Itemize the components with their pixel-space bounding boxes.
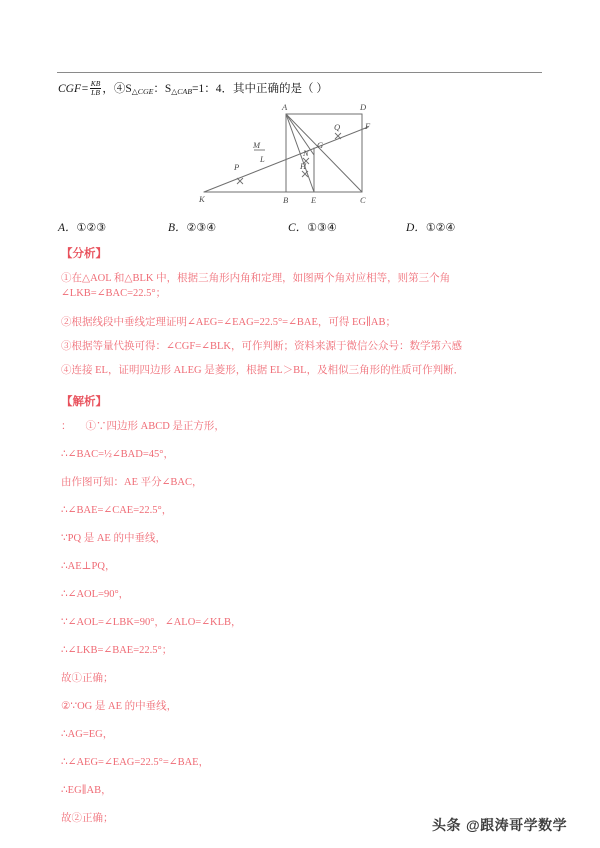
solution-line-5: ∵PQ 是 AE 的中垂线，: [61, 533, 166, 544]
stem-fraction: [90, 80, 102, 97]
geometry-figure-svg: [190, 100, 415, 212]
option-d-value: ①②④: [425, 222, 456, 234]
tick-Q: [335, 133, 341, 139]
label-A: A: [282, 102, 288, 112]
geometry-figure: [190, 100, 415, 212]
stem-fraction-numerator: KB: [90, 79, 101, 89]
option-d-key: D．: [406, 222, 426, 234]
solution-line-7: ∴∠AOL=90°，: [61, 589, 130, 600]
stem-subscript-2: △CAB: [171, 86, 192, 96]
label-Q: Q: [334, 122, 341, 132]
solution-line-15: 故②正确；: [61, 813, 114, 824]
option-a-key: A．: [58, 222, 77, 234]
solution-line-2: ∴∠BAC=½∠BAD=45°，: [61, 449, 174, 460]
label-L: L: [260, 154, 265, 164]
analysis-line-2: ②根据线段中垂线定理证明∠AEG=∠EAG=22.5°=∠BAE，可得 EG∥AB；: [61, 317, 396, 328]
stem-after-fraction: ，④S: [102, 83, 132, 95]
solution-line-8: ∵∠AOL=∠LBK=90°，∠ALO=∠KLB，: [61, 617, 242, 628]
label-G: G: [317, 140, 324, 150]
label-N: N: [303, 148, 309, 158]
option-b[interactable]: [168, 219, 216, 235]
author-handle: @跟涛哥学数学: [466, 817, 568, 833]
footer-watermark: [432, 812, 582, 838]
option-a[interactable]: [58, 219, 106, 235]
option-a-value: ①②③: [76, 222, 107, 234]
platform-name: 头条: [432, 817, 461, 833]
label-C: C: [360, 195, 366, 205]
option-c-key: C．: [288, 222, 308, 234]
label-K: K: [199, 194, 205, 204]
stem-fraction-denominator: LB: [91, 88, 100, 98]
option-d[interactable]: [406, 219, 455, 235]
question-stem-line: [58, 80, 538, 101]
option-b-value: ②③④: [186, 222, 217, 234]
analysis-line-1: ①在△AOL 和△BLK 中，根据三角形内角和定理，如图两个角对应相等，则第三个角∠LKB=∠BAC=22.5°；: [61, 273, 451, 299]
option-b-key: B．: [168, 222, 187, 234]
stem-middle: ：S: [153, 83, 172, 95]
header-divider: [57, 72, 542, 73]
option-c-value: ①③④: [307, 222, 337, 234]
stem-expression-prefix: CGF=: [58, 83, 89, 95]
label-B: B: [283, 195, 289, 205]
solution-line-6: ∴AE⊥PQ，: [61, 561, 116, 572]
label-M: M: [253, 140, 261, 150]
label-F: F: [365, 121, 371, 131]
label-P: P: [234, 162, 240, 172]
label-E: E: [311, 195, 317, 205]
solution-line-9: ∴∠LKB=∠BAE=22.5°；: [61, 645, 173, 656]
analysis-line-4: ④连接 EL，证明四边形 ALEG 是菱形，根据 EL＞BL，及相似三角形的性质可作判断．: [61, 365, 465, 376]
solution-title: 【解析】: [61, 396, 107, 408]
label-D: D: [360, 102, 367, 112]
solution-line-11: ②∵OG 是 AE 的中垂线，: [61, 701, 178, 712]
segment-AE: [286, 114, 314, 192]
solution-line-1: ①∵四边形 ABCD 是正方形，: [85, 421, 225, 432]
segment-AC: [286, 114, 362, 192]
analysis-title: 【分析】: [61, 248, 107, 260]
solution-line-3: 由作图可知：AE 平分∠BAC，: [61, 477, 203, 488]
solution-line-13: ∴∠AEG=∠EAG=22.5°=∠BAE，: [61, 757, 210, 768]
solution-line-10: 故①正确；: [61, 673, 114, 684]
analysis-line-3: ③根据等量代换可得：∠CGF=∠BLK，可作判断；资料来源于微信公众号：数学第六感: [61, 341, 462, 352]
solution-line-4: ∴∠BAE=∠CAE=22.5°，: [61, 505, 173, 516]
solution-line-14: ∴EG∥AB，: [61, 785, 112, 796]
stem-subscript-1: △CGE: [131, 86, 154, 96]
solution-lead: [61, 419, 225, 434]
label-H: H: [300, 161, 307, 171]
segment-AG-aux: [286, 114, 314, 155]
solution-line-12: ∴AG=EG，: [61, 729, 114, 740]
solution-lead-colon: ：: [61, 421, 72, 432]
option-c[interactable]: [288, 219, 337, 235]
tick-P: [237, 178, 243, 184]
stem-tail: =1：4．其中正确的是（ ）: [192, 83, 328, 95]
